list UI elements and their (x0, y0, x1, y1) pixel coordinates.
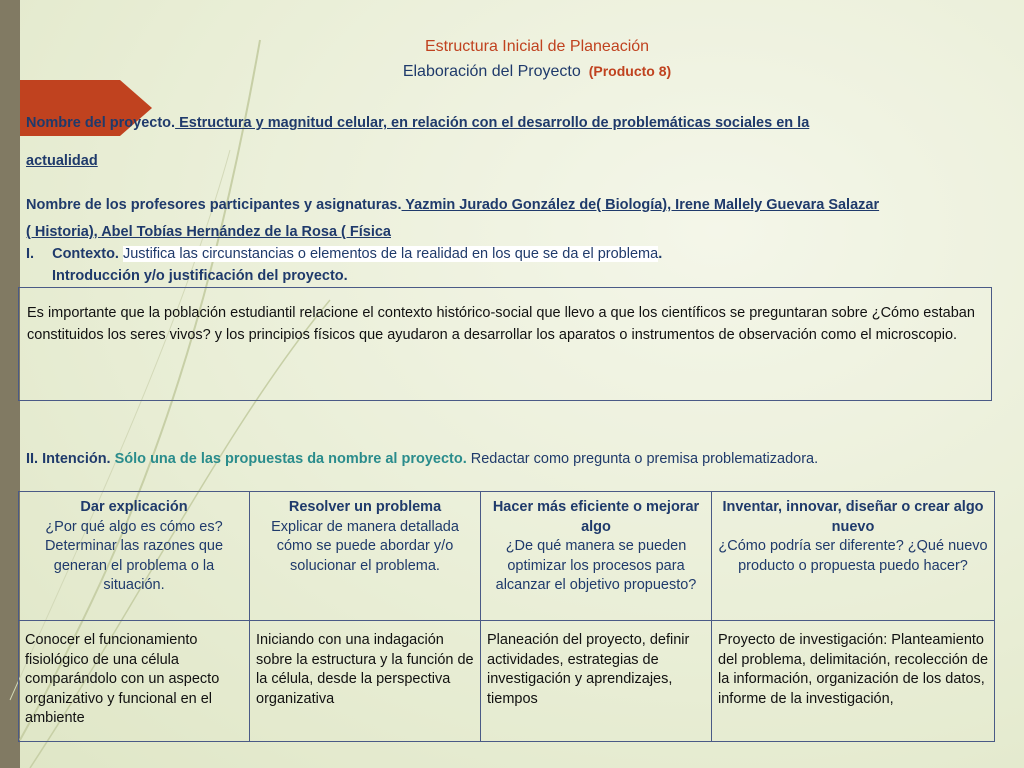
intention-instruction: Redactar como pregunta o premisa problematizadora. (466, 451, 819, 467)
table-cell: Proyecto de investigación: Planteamiento del problema, delimitación, recolección de la información, organización de los datos, informe de la investigación, (712, 621, 995, 742)
header-title: Hacer más eficiente o mejorar algo (492, 499, 700, 535)
project-name-label: Nombre del proyecto. (26, 115, 176, 131)
intention-highlight: Sólo una de las propuestas da nombre al proyecto. (114, 451, 467, 467)
product-tag: (Producto 8) (588, 63, 672, 79)
left-decorative-bar (0, 0, 20, 768)
header-cell-inventar (712, 492, 995, 621)
intention-label: II. Intención. (26, 451, 111, 467)
table-cell: Planeación del proyecto, definir actividades, estrategias de investigación y aprendizajes, tiempos (481, 621, 712, 742)
table-row (19, 621, 995, 742)
header-title: Resolver un problema (288, 499, 442, 515)
table-cell: Conocer el funcionamiento fisiológico de una célula comparándolo con un aspecto organizativo y funcional en el ambiente (19, 621, 250, 742)
subtitle-text: Elaboración del Proyecto (402, 63, 581, 80)
page-title: Estructura Inicial de Planeación (424, 38, 650, 55)
header-desc: ¿Por qué algo es cómo es? Determinar las razones que generan el problema o la situación. (44, 518, 224, 593)
intention-heading (26, 451, 818, 467)
context-heading (26, 246, 662, 262)
teachers-line (26, 197, 879, 213)
table-header-row (19, 492, 995, 621)
page-subtitle (0, 63, 1024, 81)
intention-table (18, 491, 995, 742)
teachers-value-cont: ( Historia), Abel Tobías Hernández de la Rosa ( Física (26, 224, 391, 240)
project-name-value-cont: actualidad (26, 153, 98, 169)
header-desc: Explicar de manera detallada cómo se puede abordar y/o solucionar el problema. (271, 518, 459, 574)
context-instruction: Justifica las circunstancias o elementos de la realidad en los que se da el problema (122, 246, 659, 262)
header-cell-explicacion (19, 492, 250, 621)
table-cell: Iniciando con una indagación sobre la estructura y la función de la célula, desde la perspectiva organizativa (250, 621, 481, 742)
context-label: Contexto. (52, 246, 119, 262)
project-name-line (26, 115, 809, 131)
header-desc: ¿Cómo podría ser diferente? ¿Qué nuevo producto o propuesta puedo hacer? (718, 538, 988, 574)
teachers-label: Nombre de los profesores participantes y asignaturas. (26, 197, 402, 213)
context-number: I. (26, 246, 35, 262)
context-body: Es importante que la población estudiantil relacione el contexto histórico-social que llevo a que los científicos se preguntaran sobre ¿Cómo estaban constituidos los seres vivos? y los principios físicos que ayudaron a desarrollar los aparatos o instrumentos de observación como el microscopio. (18, 287, 992, 401)
header-cell-eficiente (481, 492, 712, 621)
context-sublabel: Introducción y/o justificación del proyecto. (52, 268, 348, 284)
header-desc: ¿De qué manera se pueden optimizar los procesos para alcanzar el objetivo propuesto? (495, 538, 697, 593)
header-cell-resolver (250, 492, 481, 621)
header-title: Dar explicación (80, 499, 188, 515)
header-title: Inventar, innovar, diseñar o crear algo nuevo (722, 499, 984, 535)
project-name-value: Estructura y magnitud celular, en relación con el desarrollo de problemáticas sociales en la (175, 115, 810, 131)
context-period: . (658, 246, 663, 262)
teachers-value: Yazmin Jurado González de( Biología), Irene Mallely Guevara Salazar (401, 197, 880, 213)
